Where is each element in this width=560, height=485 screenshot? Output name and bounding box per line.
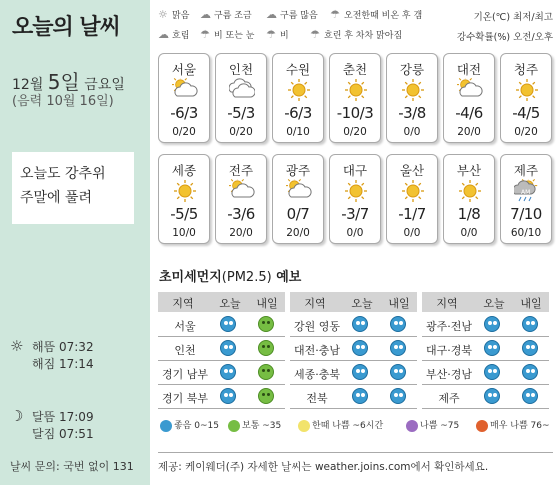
sun-icon [343, 78, 369, 100]
dust-row [422, 385, 549, 409]
inquiry-text: 날씨 문의: 국번 없이 131 [10, 460, 134, 473]
dust-row [290, 337, 417, 361]
sun-icon [400, 179, 426, 201]
good-face-icon [220, 364, 236, 380]
good-face-icon [484, 364, 500, 380]
partly-cloudy-icon [229, 179, 255, 201]
dust-legend-label: 보통 ~35 [242, 421, 282, 431]
legend-item [330, 8, 422, 21]
sun-times [10, 338, 94, 373]
dust-legend-label: 나쁨 ~75 [420, 421, 460, 431]
good-face-icon [484, 388, 500, 404]
dust-header-cell: 지역 [172, 297, 194, 310]
city-name: 세종 [171, 163, 197, 178]
city-temp: -3/8 [398, 104, 426, 122]
temp-legend [457, 8, 553, 48]
date-weekday: 금요일 [79, 77, 125, 93]
page-title: 오늘의 날씨 [12, 15, 120, 40]
dust-legend-label: 매우 나쁨 76~ [490, 421, 550, 431]
dust-header-cell: 오늘 [219, 297, 241, 310]
good-face-icon [390, 316, 406, 332]
sunrise-time: 해뜸 07:32 [32, 340, 94, 354]
city-name: 광주 [285, 163, 311, 178]
good-face-icon [352, 388, 368, 404]
city-rain: 0/0 [403, 126, 421, 138]
city-card [443, 154, 495, 244]
city-card [215, 53, 267, 143]
city-temp: 0/7 [286, 205, 310, 223]
dust-title [159, 266, 301, 285]
city-rain: 0/0 [346, 227, 364, 239]
dust-legend-item [406, 418, 459, 432]
legend-label: 흐림 [172, 31, 190, 41]
good-face-icon [220, 340, 236, 356]
moon-icon: ☽ [10, 407, 24, 425]
dust-header-cell: 지역 [436, 297, 458, 310]
good-face-icon [390, 364, 406, 380]
city-temp: -4/6 [455, 104, 483, 122]
good-face-icon [352, 340, 368, 356]
headline-line-2: 주말에 풀려 [20, 190, 93, 206]
city-rain: 0/20 [343, 126, 367, 138]
city-card [329, 53, 381, 143]
dust-legend-item [160, 418, 219, 432]
city-temp: -3/6 [227, 205, 255, 223]
city-temp: -1/7 [398, 205, 426, 223]
dust-level-icon [476, 420, 488, 432]
legend-item [200, 28, 255, 41]
dust-region: 제주 [438, 392, 460, 405]
city-name: 인천 [228, 62, 254, 77]
dust-legend-label: 좋음 0~15 [174, 421, 219, 431]
rain-icon: ☂ [266, 28, 276, 41]
date-day: 5일 [47, 70, 80, 94]
sun-icon [400, 78, 426, 100]
city-rain: 20/0 [229, 227, 253, 239]
city-rain: 60/10 [510, 227, 542, 239]
dust-header [422, 292, 549, 312]
legend-item [158, 28, 189, 41]
headline-line-1: 오늘도 강추위 [20, 166, 106, 182]
dust-level-icon [406, 420, 418, 432]
city-temp: -4/5 [512, 104, 540, 122]
sun-icon [457, 179, 483, 201]
city-card [386, 154, 438, 244]
dust-region: 경기 북부 [161, 392, 208, 405]
sun-icon [286, 78, 312, 100]
legend-label: 구름 많음 [280, 11, 318, 21]
city-card [158, 53, 210, 143]
svg-text:AM: AM [521, 189, 531, 196]
dust-region: 강원 영동 [293, 320, 340, 333]
source-text: 제공: 케이웨더(주) 자세한 날씨는 weather.joins.com에서 확인하세요. [158, 452, 553, 478]
good-face-icon [220, 316, 236, 332]
city-card [386, 53, 438, 143]
city-card [500, 154, 552, 244]
city-rain: 20/0 [457, 126, 481, 138]
city-card [443, 53, 495, 143]
moonrise-time: 달뜸 17:09 [32, 410, 94, 424]
good-face-icon [522, 364, 538, 380]
city-name: 울산 [399, 163, 425, 178]
partly-cloudy-icon: ☁ [200, 8, 211, 21]
cloudy-icon [229, 78, 255, 100]
dust-header-cell: 오늘 [483, 297, 505, 310]
normal-face-icon [258, 364, 274, 380]
legend-label: 흐린 후 차차 맑아짐 [324, 31, 403, 41]
dust-region: 인천 [174, 344, 196, 357]
temp-legend-line: 강수확률(%) 오전/오후 [456, 32, 553, 43]
legend-item [310, 28, 402, 41]
sun-icon [172, 179, 198, 201]
dust-region: 대구·경북 [425, 344, 472, 357]
legend-label: 비 또는 눈 [214, 31, 255, 41]
am-rain-icon [514, 179, 540, 201]
dust-title-suffix: 예보 [271, 270, 302, 285]
normal-face-icon [258, 388, 274, 404]
dust-row [158, 337, 285, 361]
legend-item [266, 28, 289, 41]
dust-row [422, 361, 549, 385]
normal-face-icon [258, 340, 274, 356]
dust-header [158, 292, 285, 312]
dust-header-cell: 지역 [304, 297, 326, 310]
city-rain: 0/10 [286, 126, 310, 138]
dust-row [422, 337, 549, 361]
partly-cloudy-icon [457, 78, 483, 100]
moonset-time: 달짐 07:51 [32, 427, 94, 441]
city-name: 서울 [171, 62, 197, 77]
dust-region: 부산·경남 [425, 368, 472, 381]
sun-icon: ☼ [10, 337, 24, 355]
overcast-icon: ☁ [158, 28, 169, 41]
dust-legend-item [298, 418, 383, 432]
city-temp: -10/3 [336, 104, 374, 122]
partly-cloudy-icon [286, 179, 312, 201]
city-name: 제주 [513, 163, 539, 178]
city-rain: 0/0 [460, 227, 478, 239]
dust-region: 전북 [306, 392, 328, 405]
sun-icon [343, 179, 369, 201]
left-panel [0, 0, 150, 485]
dust-header-cell: 내일 [388, 297, 410, 310]
good-face-icon [522, 316, 538, 332]
dust-legend-item [476, 418, 550, 432]
legend-label: 비 [280, 31, 289, 41]
dust-level-icon [228, 420, 240, 432]
dust-block [422, 292, 549, 412]
good-face-icon [522, 340, 538, 356]
city-name: 대전 [456, 62, 482, 77]
city-temp: -3/7 [341, 205, 369, 223]
dust-row [290, 385, 417, 409]
city-card [500, 53, 552, 143]
dust-legend-item [228, 418, 281, 432]
dust-region: 세종·충북 [293, 368, 340, 381]
dust-row [158, 361, 285, 385]
cloudy-icon: ☁ [266, 8, 277, 21]
dust-region: 서울 [174, 320, 196, 333]
partly-cloudy-icon [172, 78, 198, 100]
dust-title-main: 초미세먼지 [159, 270, 222, 285]
city-name: 강릉 [399, 62, 425, 77]
legend-label: 오전한때 비온 후 갬 [344, 11, 423, 21]
good-face-icon [522, 388, 538, 404]
dust-header-cell: 내일 [256, 297, 278, 310]
dust-region: 대전·충남 [293, 344, 340, 357]
city-rain: 0/0 [403, 227, 421, 239]
headline-box [12, 152, 134, 224]
rain-after-sun-icon: ☂ [330, 8, 340, 21]
city-card [215, 154, 267, 244]
legend-label: 맑음 [172, 11, 190, 21]
lunar-date: (음력 10월 16일) [12, 94, 114, 109]
city-name: 전주 [228, 163, 254, 178]
city-temp: -6/3 [170, 104, 198, 122]
city-rain: 0/20 [172, 126, 196, 138]
city-temp: 7/10 [510, 205, 542, 223]
dust-row [158, 313, 285, 337]
city-temp: -5/5 [170, 205, 198, 223]
city-rain: 0/20 [514, 126, 538, 138]
dust-row [290, 361, 417, 385]
city-name: 청주 [513, 62, 539, 77]
overcast-then-rain-icon: ☂ [310, 28, 320, 41]
city-temp: -5/3 [227, 104, 255, 122]
dust-region: 광주·전남 [425, 320, 472, 333]
dust-header [290, 292, 417, 312]
legend-label: 구름 조금 [214, 11, 252, 21]
city-temp: -6/3 [284, 104, 312, 122]
normal-face-icon [258, 316, 274, 332]
dust-legend-label: 한때 나쁨 ~6시간 [312, 421, 384, 431]
sunset-time: 해짐 17:14 [32, 357, 94, 371]
city-rain: 20/0 [286, 227, 310, 239]
dust-row [290, 313, 417, 337]
dust-block [290, 292, 417, 412]
city-name: 수원 [285, 62, 311, 77]
good-face-icon [390, 388, 406, 404]
city-temp: 1/8 [457, 205, 481, 223]
legend-item [158, 8, 189, 21]
legend-item [266, 8, 318, 21]
dust-row [158, 385, 285, 409]
moon-times [10, 408, 94, 443]
sun-icon [514, 78, 540, 100]
good-face-icon [390, 340, 406, 356]
dust-level-icon [298, 420, 310, 432]
good-face-icon [220, 388, 236, 404]
dust-header-cell: 오늘 [351, 297, 373, 310]
city-card [158, 154, 210, 244]
date-month: 12월 [12, 77, 48, 93]
city-card [272, 53, 324, 143]
city-rain: 10/0 [172, 227, 196, 239]
temp-legend-line: 기온(℃) 최저/최고 [473, 12, 553, 23]
city-rain: 0/20 [229, 126, 253, 138]
good-face-icon [484, 340, 500, 356]
good-face-icon [484, 316, 500, 332]
city-name: 대구 [342, 163, 368, 178]
dust-row [422, 313, 549, 337]
dust-header-cell: 내일 [520, 297, 542, 310]
legend-item [200, 8, 252, 21]
dust-region: 경기 남부 [161, 368, 208, 381]
good-face-icon [352, 316, 368, 332]
dust-level-icon [160, 420, 172, 432]
dust-title-sub: (PM2.5) [221, 270, 272, 285]
dust-block [158, 292, 285, 412]
rain-or-snow-icon: ☂ [200, 28, 210, 41]
sun-icon: ☼ [158, 8, 168, 21]
city-name: 부산 [456, 163, 482, 178]
city-card [272, 154, 324, 244]
good-face-icon [352, 364, 368, 380]
city-card [329, 154, 381, 244]
city-name: 춘천 [342, 62, 368, 77]
